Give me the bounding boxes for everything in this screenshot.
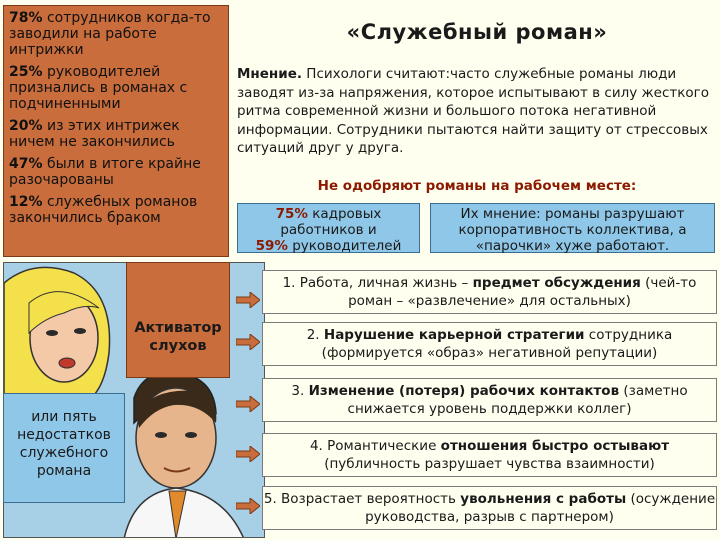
stat-item: 20% из этих интрижек ничем не закончились	[9, 118, 180, 150]
disapprove-stats-box: 75% кадровых работников и 59% руководителей	[237, 203, 420, 253]
arrow-right-icon	[236, 396, 260, 412]
five-drawbacks-box: или пять недостатков служебного романа	[3, 393, 125, 503]
disapprove-heading: Не одобряют романы на рабочем месте:	[317, 178, 637, 194]
arrow-right-icon	[236, 446, 260, 462]
page-title: «Служебный роман»	[346, 20, 608, 44]
drawback-item-2: 2. Нарушение карьерной стратегии сотрудника (формируется «образ» негативной репутации)	[262, 322, 717, 366]
arrow-right-icon	[236, 292, 260, 308]
their-opinion-box: Их мнение: романы разрушают корпоративность коллектива, а «парочки» хуже работают.	[430, 203, 715, 253]
stat-item: 47% были в итоге крайне разочарованы	[9, 156, 201, 188]
stat-item: 78% сотрудников когда-то заводили на работе интрижки	[9, 10, 211, 58]
arrow-right-icon	[236, 334, 260, 350]
activator-label-box: Активатор слухов	[126, 262, 230, 378]
opinion-label: Мнение.	[237, 66, 302, 82]
stat-item: 12% служебных романов закончились браком	[9, 194, 198, 226]
opinion-text: Психологи считают:часто служебные романы люди заводят из-за напряжения, которое испытывают в силу жесткого ритма современной жизни и большого потока негативной информации. Сотрудники пытаются найти защиту от стрессовых ситуаций друг у друга.	[237, 66, 710, 156]
drawback-item-3: 3. Изменение (потеря) рабочих контактов (заметно снижается уровень поддержки коллег)	[262, 378, 717, 422]
stat-item: 25% руководителей признались в романах с подчиненными	[9, 64, 188, 112]
statistics-box	[3, 5, 229, 257]
drawback-item-1: 1. Работа, личная жизнь – предмет обсуждения (чей-то роман – «развлечение» для остальных)	[262, 270, 717, 314]
drawback-item-4: 4. Романтические отношения быстро остывают (публичность разрушает чувства взаимности)	[262, 433, 717, 477]
arrow-right-icon	[236, 498, 260, 514]
opinion-paragraph	[237, 65, 715, 158]
drawback-item-5: 5. Возрастает вероятность увольнения с работы (осуждение руководства, разрыв с партнером)	[262, 486, 717, 530]
